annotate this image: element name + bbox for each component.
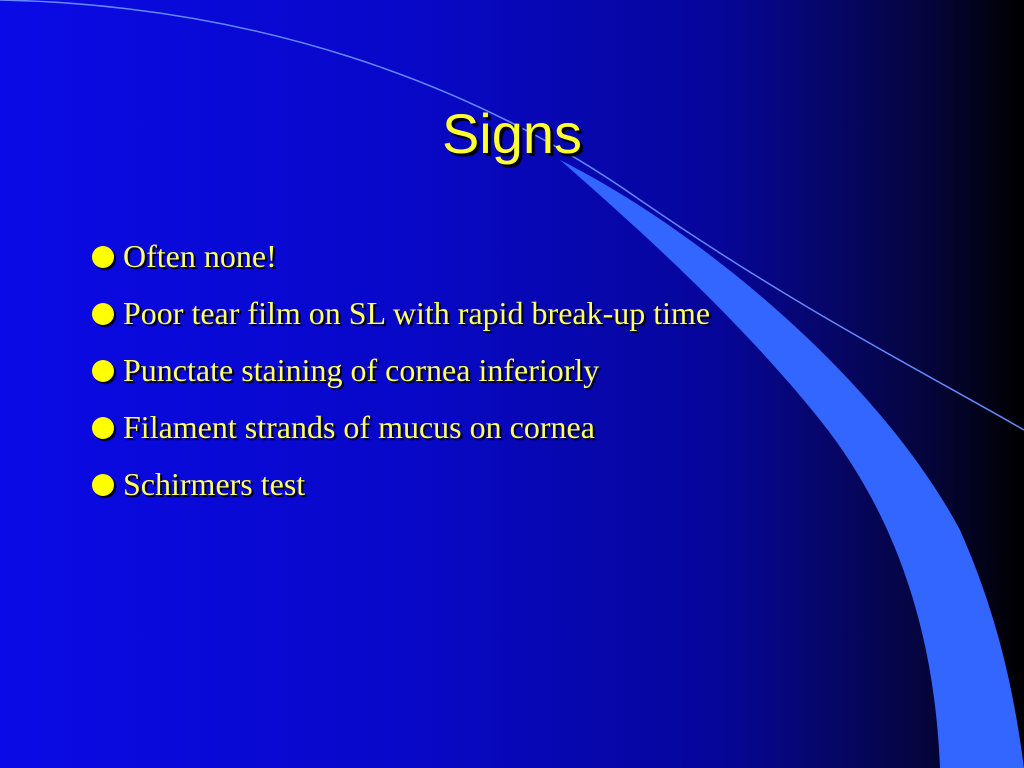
bullet-item xyxy=(92,228,710,285)
bullet-text: Often none! xyxy=(123,238,277,274)
bullet-text: Filament strands of mucus on cornea xyxy=(123,409,595,445)
bullet-dot-icon xyxy=(92,417,114,439)
bullet-item xyxy=(92,456,710,513)
bullet-text: Poor tear film on SL with rapid break-up time xyxy=(123,295,711,331)
bullet-text: Schirmers test xyxy=(123,466,306,502)
bullet-item xyxy=(92,399,710,456)
bullet-list xyxy=(92,228,710,513)
bullet-dot-icon xyxy=(92,303,114,325)
bullet-text: Punctate staining of cornea inferiorly xyxy=(123,352,600,388)
bullet-dot-icon xyxy=(92,246,114,268)
slide-title: Signs xyxy=(441,102,583,165)
bullet-dot-icon xyxy=(92,360,114,382)
bullet-dot-icon xyxy=(92,474,114,496)
bullet-item xyxy=(92,285,710,342)
bullet-item xyxy=(92,342,710,399)
